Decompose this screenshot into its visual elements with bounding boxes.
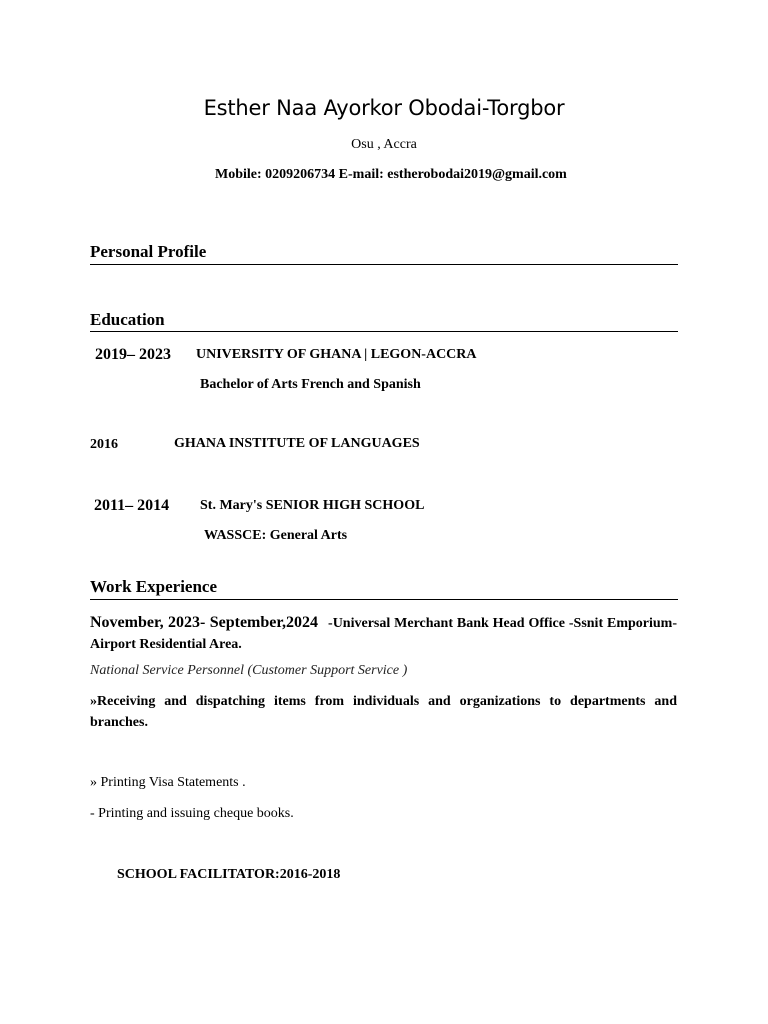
- education-detail: Bachelor of Arts French and Spanish: [200, 377, 421, 392]
- section-divider-education: [90, 331, 678, 332]
- section-title-personal-profile: Personal Profile: [90, 242, 207, 261]
- section-title-education: Education: [90, 310, 165, 329]
- education-years: 2019– 2023: [95, 346, 171, 363]
- resume-contact: Mobile: 0209206734 E-mail: estherobodai2019@gmail.com: [215, 167, 567, 182]
- education-institution: GHANA INSTITUTE OF LANGUAGES: [174, 436, 420, 451]
- education-institution: UNIVERSITY OF GHANA | LEGON-ACCRA: [196, 347, 477, 362]
- education-years: 2016: [90, 437, 118, 452]
- work-duty: »Receiving and dispatching items from individuals and organizations to departments and branches.: [90, 694, 677, 730]
- section-divider-personal-profile: [90, 264, 678, 265]
- education-years: 2011– 2014: [94, 497, 170, 514]
- resume-location: Osu , Accra: [351, 137, 417, 152]
- work-period: November, 2023- September,2024: [90, 614, 319, 631]
- education-detail: WASSCE: General Arts: [204, 528, 348, 543]
- work-duty: » Printing Visa Statements .: [90, 775, 246, 790]
- section-divider-work-experience: [90, 599, 678, 600]
- work-duty: - Printing and issuing cheque books.: [90, 806, 294, 821]
- next-role-heading: SCHOOL FACILITATOR:2016-2018: [117, 867, 341, 882]
- work-role: National Service Personnel (Customer Support Service ): [90, 663, 408, 678]
- resume-name: Esther Naa Ayorkor Obodai-Torgbor: [203, 96, 565, 120]
- work-employer: -Universal Merchant Bank Head Office -Ssnit Emporium-Airport Residential Area.: [90, 616, 678, 652]
- work-period-and-employer: [90, 612, 677, 655]
- education-institution: St. Mary's SENIOR HIGH SCHOOL: [200, 498, 425, 513]
- section-title-work-experience: Work Experience: [90, 577, 218, 596]
